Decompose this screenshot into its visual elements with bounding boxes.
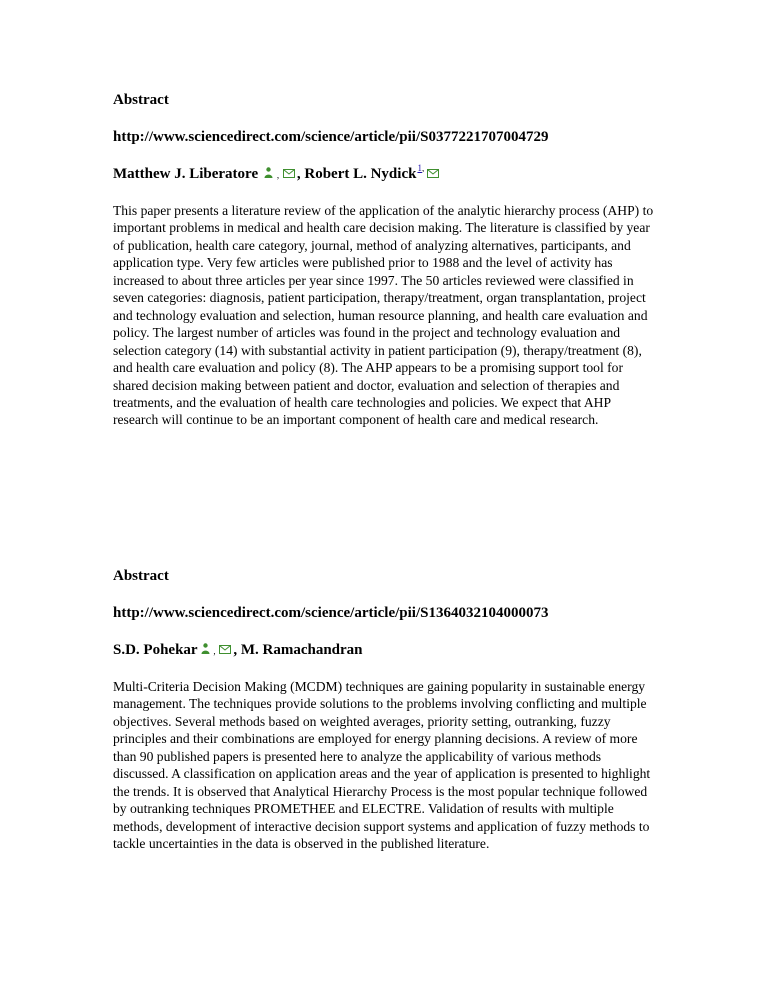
person-icon[interactable] bbox=[201, 643, 210, 654]
mail-icon[interactable] bbox=[219, 645, 231, 654]
abstract-heading-1: Abstract bbox=[113, 92, 169, 108]
mail-icon[interactable] bbox=[427, 169, 439, 178]
author-name-1b: , Robert L. Nydick bbox=[296, 166, 417, 182]
separator-comma: , bbox=[421, 163, 425, 173]
affiliation-link[interactable]: 1 bbox=[417, 163, 422, 173]
author-line-2 bbox=[113, 641, 363, 659]
person-icon[interactable] bbox=[264, 167, 273, 178]
separator-comma: , bbox=[276, 170, 280, 180]
author-icons-1a bbox=[264, 165, 295, 183]
mail-icon[interactable] bbox=[283, 169, 295, 178]
abstract-body-1: This paper presents a literature review of the application of the analytic hierarchy process (AHP) to important problems in medical and health care decision making. The literature is classified by year of publication, health care category, journal, method of analyzing alternatives, participants, and application type. Very few articles were published prior to 1988 and the level of activity has increased to about three articles per year since 1997. The 50 articles reviewed were classified in seven categories: diagnosis, patient participation, therapy/treatment, organ transplantation, project and technology evaluation and selection, human resource planning, and health care evaluation and policy. The largest number of articles was found in the project and technology evaluation and selection category (14) with substantial activity in patient participation (9), therapy/treatment (8), and health care evaluation and policy (8). The AHP appears to be a promising support tool for shared decision making between patient and doctor, evaluation and selection of therapies and treatments, and the evaluation of health care technologies and policies. We expect that AHP research will continue to be an important component of health care and medical research. bbox=[113, 203, 654, 428]
author-icons-1b bbox=[427, 165, 439, 183]
author-name-2b: , M. Ramachandran bbox=[233, 642, 363, 658]
article-url-2[interactable]: http://www.sciencedirect.com/science/article/pii/S1364032104000073 bbox=[113, 605, 549, 621]
separator-comma: , bbox=[213, 646, 216, 656]
author-line-1 bbox=[113, 165, 441, 183]
author-icons-2a bbox=[201, 641, 232, 659]
abstract-heading-2: Abstract bbox=[113, 568, 169, 584]
abstract-body-2: Multi-Criteria Decision Making (MCDM) techniques are gaining popularity in sustainable energy management. The techniques provide solutions to the problems involving conflicting and multiple objectives. Several methods based on weighted averages, priority setting, outranking, fuzzy principles and their combinations are employed for energy planning decisions. A review of more than 90 published papers is presented here to analyze the applicability of various methods discussed. A classification on application areas and the year of application is presented to highlight the trends. It is observed that Analytical Hierarchy Process is the most popular technique followed by outranking techniques PROMETHEE and ELECTRE. Validation of results with multiple methods, development of interactive decision support systems and application of fuzzy methods to tackle uncertainties in the data is observed in the published literature. bbox=[113, 679, 651, 852]
author-name-1a: Matthew J. Liberatore bbox=[113, 166, 259, 182]
article-url-1[interactable]: http://www.sciencedirect.com/science/article/pii/S0377221707004729 bbox=[113, 129, 549, 145]
author-name-2a: S.D. Pohekar bbox=[113, 642, 198, 658]
